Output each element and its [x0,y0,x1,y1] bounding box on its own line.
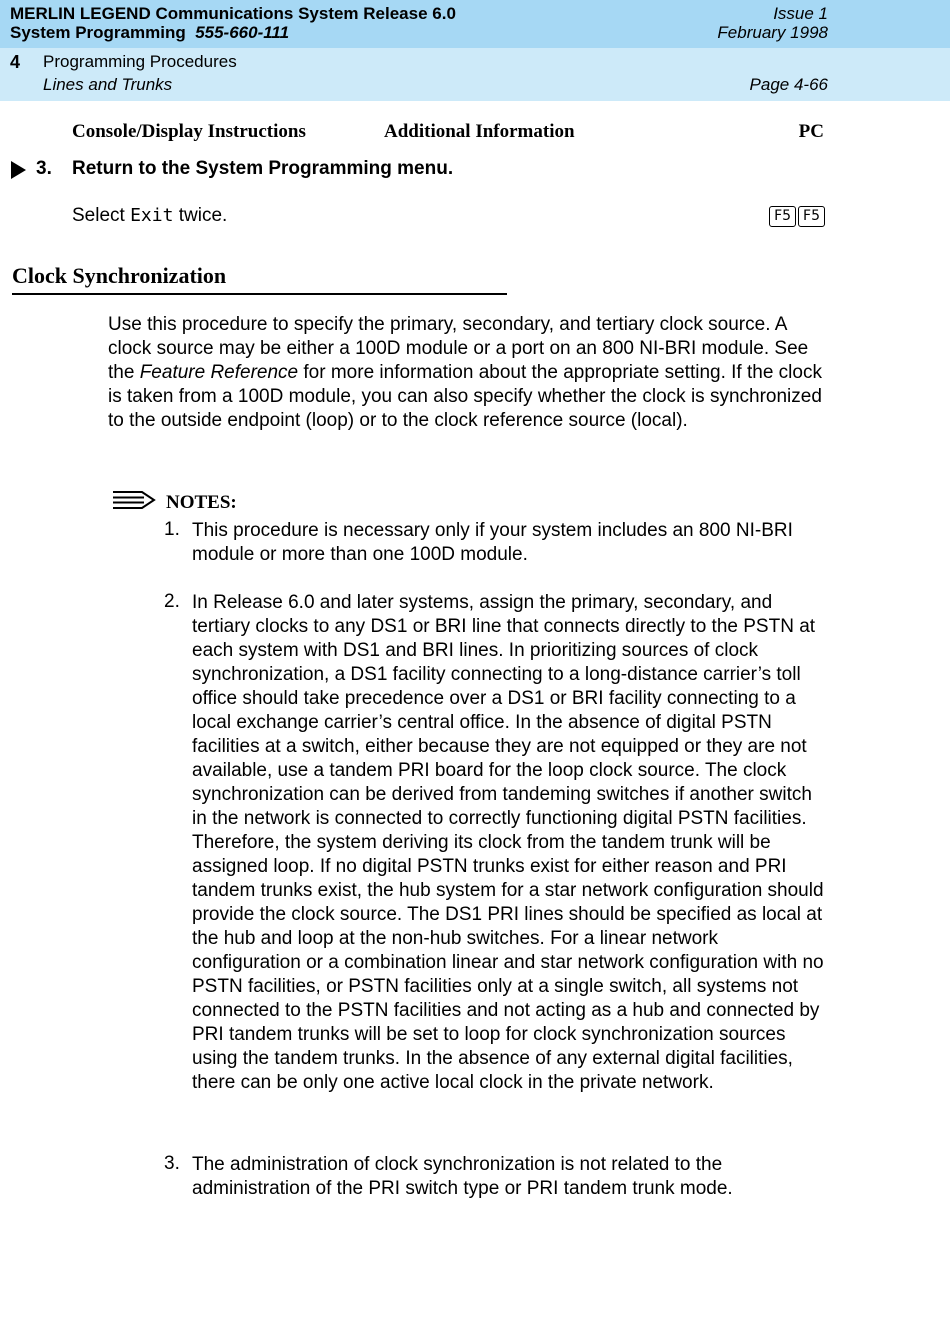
subtitle-main: System Programming [10,23,186,42]
note-text: This procedure is necessary only if your system includes an 800 NI-BRI module or more than one 100D module. [192,520,793,565]
intro-text-2: for more information about the appropriate setting. If the clock is taken from a 100D module, you can also specify whether the clock is synchronized to the outside endpoint (loop) or to the clock reference source (local). [108,362,822,431]
note-number: 2. [164,591,180,612]
intro-text-1: Use this procedure to specify the primary, secondary, and tertiary clock source. A clock source may be either a 100D module or a port on an 800 NI-BRI module. See the [108,314,809,383]
document-subtitle [10,23,289,43]
note-number: 1. [164,519,180,540]
page-number: Page 4-66 [749,75,828,94]
issue-label: Issue 1 [773,4,828,23]
select-instruction [72,205,227,227]
f5-key: F5 [769,206,796,227]
notes-label: NOTES: [166,492,237,513]
note-pencil-icon [112,488,156,517]
section-rule [12,293,507,295]
doc-number: 555-660-111 [195,23,290,42]
f5-key: F5 [798,206,825,227]
document-title: MERLIN LEGEND Communications System Release 6.0 [10,4,456,23]
function-keys [769,206,825,227]
select-suffix: twice. [173,205,228,226]
issue-date: February 1998 [717,23,828,42]
section-title: Clock Synchronization [12,263,227,288]
select-prefix: Select [72,205,131,226]
section-name: Lines and Trunks [43,75,173,94]
step-arrow-icon [11,161,26,179]
chapter-number: 4 [10,52,21,72]
column-heading-additional: Additional Information [384,121,575,142]
intro-paragraph [108,313,833,433]
column-heading-console: Console/Display Instructions [72,121,306,142]
step-text: Return to the System Programming menu. [72,158,454,179]
feature-reference-title: Feature Reference [139,362,299,383]
column-heading-pc: PC [798,121,824,142]
select-code: Exit [130,205,174,226]
step-number: 3. [36,158,52,179]
note-text: In Release 6.0 and later systems, assign the primary, secondary, and tertiary clocks to any DS1 or BRI line that connects directly to the PSTN at each system with DS1 and BRI lines. In prioritizing sources of clock synchronization, a DS1 facility connecting to a long-distance carrier’s toll office should take precedence over a DS1 or BRI facility connecting to a local exchange carrier’s central office. In the absence of digital PSTN facilities at a switch, either because they are not equipped or they are not available, use a tandem PRI board for the loop clock source. The clock synchronization can be derived from tandeming switches if another switch in the network is connected to correctly functioning digital PSTN facilities. Therefore, the system deriving its clock from the tandem trunk will be assigned loop. If no digital PSTN trunks exist for either reason and PRI tandem trunks exist, the hub system for a star network configuration should provide the clock source. The DS1 PRI lines should be specified as local at the hub and loop at the non-hub switches. For a linear network configuration or a combination linear and star network configuration with no PSTN facilities, or PSTN facilities only at a single switch, all systems not connected to the PSTN facilities and not acting as a hub and connected by PRI tandem trunks will be set to loop for clock synchronization sources using the tandem trunks. In the absence of any external digital facilities, there can be only one active local clock in the private network. [192,592,824,1093]
chapter-title: Programming Procedures [43,52,237,71]
note-text: The administration of clock synchronization is not related to the administration of the PRI switch type or PRI tandem trunk mode. [192,1154,733,1199]
note-number: 3. [164,1153,180,1174]
